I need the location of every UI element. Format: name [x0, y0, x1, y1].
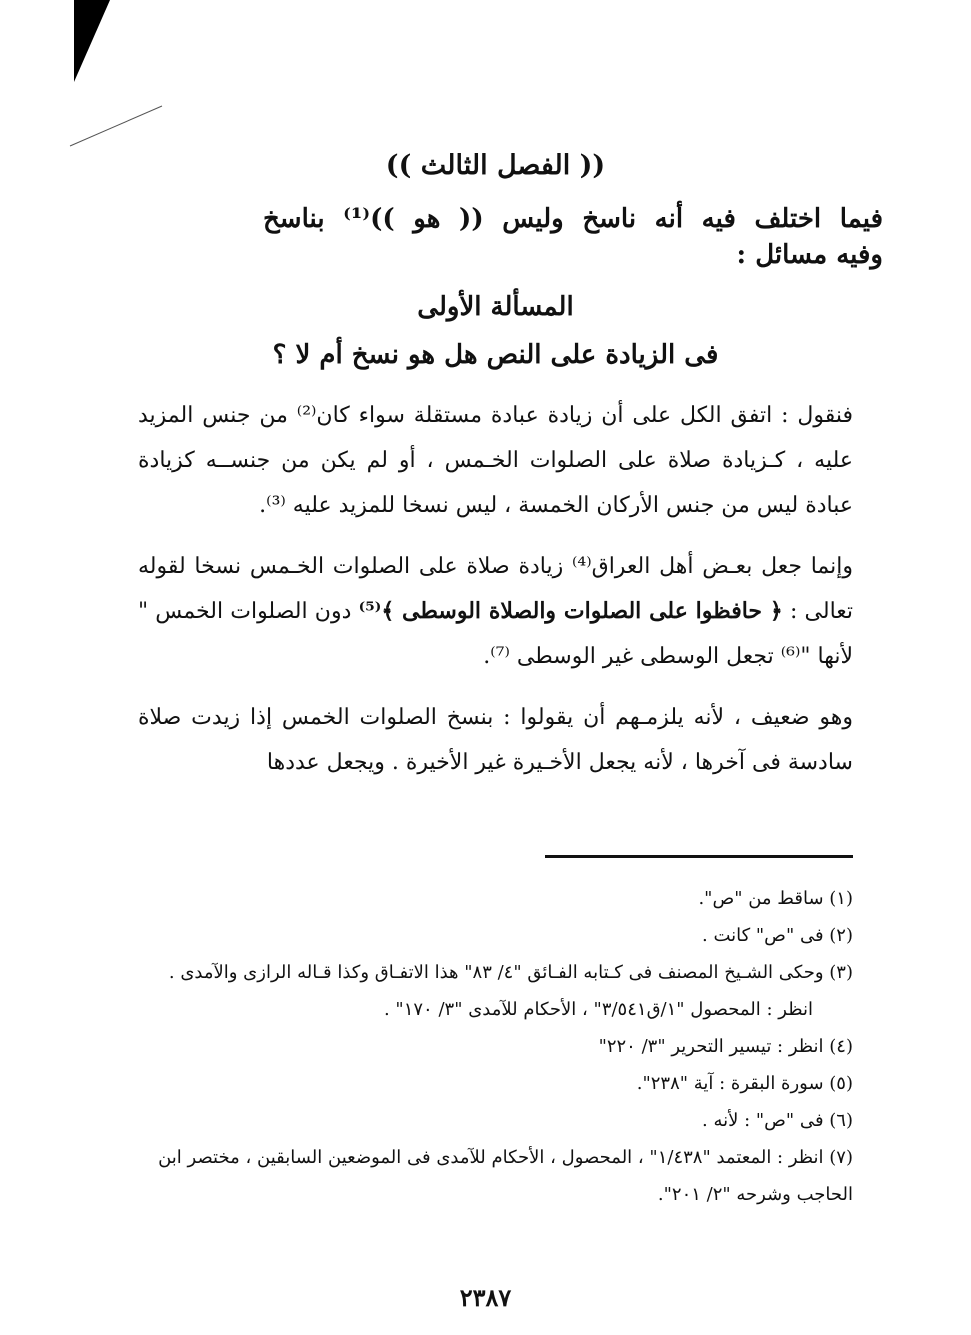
footnote-divider	[545, 855, 853, 858]
footnote: (٥) سورة البقرة : آية "٢٣٨".	[636, 1073, 853, 1094]
footnote: (٧) انظر : المعتمد "١/٤٣٨" ، المحصول ، الأحكام للآمدى فى الموضعين السابقين ، مختصر ابن الحاجب وشرحه "٢/ ٢٠١".	[158, 1147, 853, 1205]
chapter-subtitle: فيما اختلف فيه أنه ناسخ وليس (( هو ))⁽¹⁾ بناسخ	[263, 204, 883, 235]
paragraph-text	[138, 544, 853, 679]
page-number: ٢٣٨٧	[459, 1283, 512, 1312]
footnote: (٣) وحكى الشـيخ المصنف فى كـتابه الفـائق "٤/ ٨٣" هذا الاتفـاق وكذا قـاله الرازى والآمدى .	[168, 962, 853, 983]
paragraph-3	[138, 695, 853, 785]
paragraph-intro: وإنما جعل بعـض أهل العراق⁽⁴⁾ زيادة صلاة على الصلوات الخـمس نسخا لقوله تعالى :	[138, 553, 854, 624]
footnote: انظر : المحصول "١/ق٣/٥٤١" ، الأحكام للآمدى "٣/ ١٧٠" .	[383, 999, 813, 1020]
paragraph-text: وهو ضعيف ، لأنه يلزمـهم أن يقولوا : بنسخ الصلوات الخمس إذا زيدت صلاة سادسة فى آخرها ، لأنه يجعل الأخـيرة غير الأخيرة . ويجعل عددها	[138, 704, 853, 775]
quran-verse: ﴿ حافظوا على الصلوات والصلاة الوسطى ﴾⁽⁵⁾	[358, 597, 783, 624]
page-body	[138, 150, 883, 801]
footnote: (٢) فى "ص" كانت .	[702, 925, 853, 946]
footnote: (٦) فى "ص" : لأنه .	[702, 1110, 853, 1131]
footnote: (٤) انظر : تيسير التحرير "٣/ ٢٢٠"	[598, 1036, 853, 1057]
paragraph-continuation: دون الصلوات الخمس " لأنها "⁽⁶⁾ تجعل الوسطى غير الوسطى ⁽⁷⁾.	[138, 598, 853, 669]
question-title: المسألة الأولى	[417, 292, 574, 323]
footnote: (١) ساقط من "ص".	[698, 888, 853, 909]
issues-intro: وفيه مسائل :	[736, 240, 883, 271]
chapter-title: (( الفصل الثالث ))	[385, 150, 606, 181]
paragraph-1	[138, 393, 853, 528]
footnotes	[138, 880, 853, 1213]
paragraph-2	[138, 544, 853, 679]
scan-corner-mark	[0, 0, 200, 160]
paragraph-text: فنقول : اتفق الكل على أن زيادة عبادة مستقلة سواء كان⁽²⁾ من جنس المزيد عليه ، كـزيادة صلاة على الصلوات الخـمس ، أو لم يكن من جنســه كزيادة عبادة ليس من جنس الأركان الخمسة ، ليس نسخا للمزيد عليه ⁽³⁾.	[138, 402, 853, 518]
question-subtitle: فى الزيادة على النص هل هو نسخ أم لا ؟	[272, 340, 719, 371]
